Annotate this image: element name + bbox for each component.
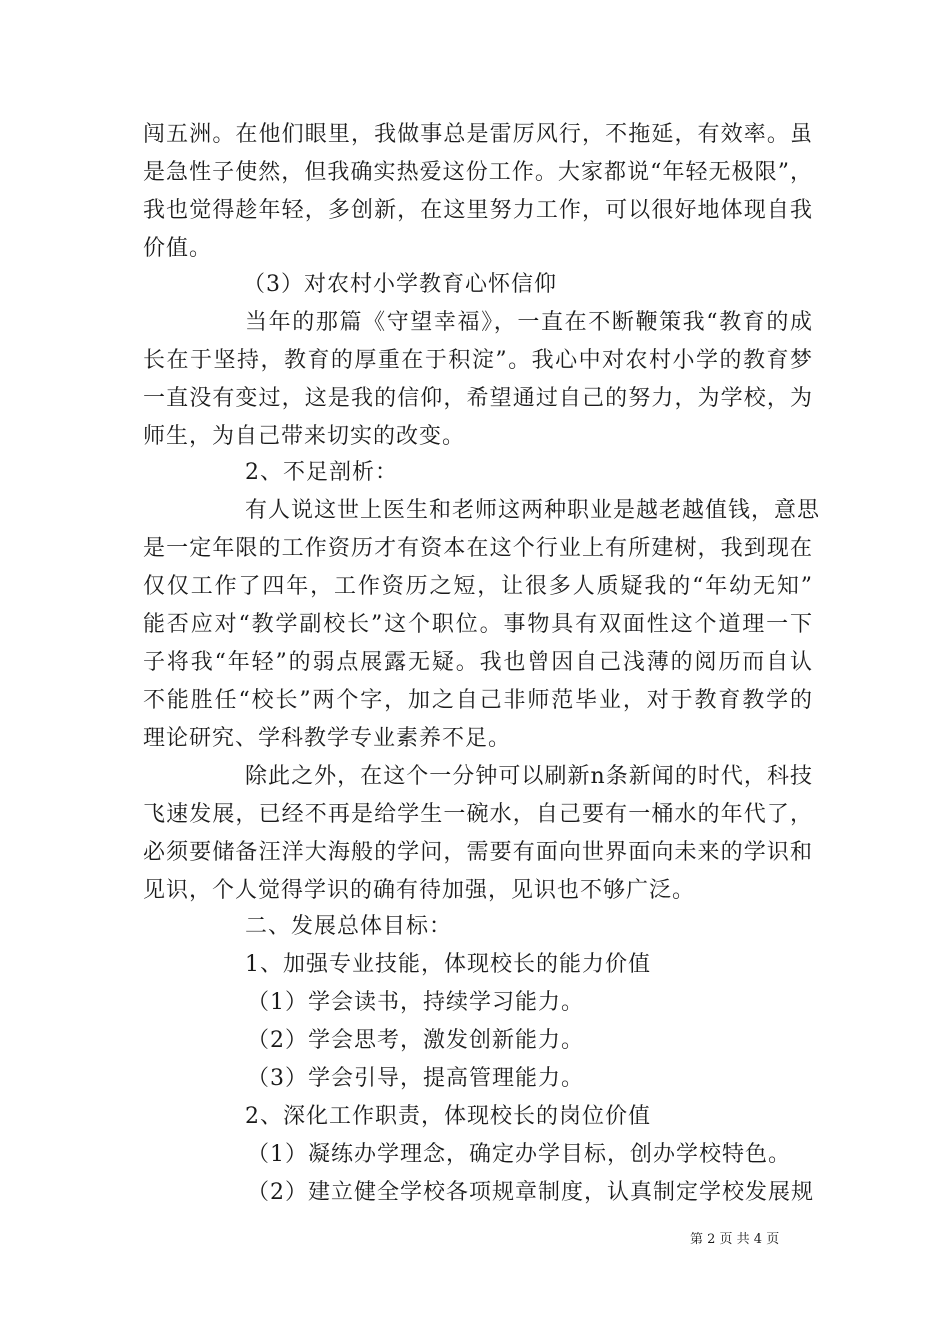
list-item: （1）凝练办学理念，确定办学目标，创办学校特色。 [247, 1142, 791, 1167]
body-line: 见识，个人觉得学识的确有待加强，见识也不够广泛。 [143, 878, 696, 903]
subheading: 2、不足剖析： [245, 460, 398, 485]
list-item: （2）建立健全学校各项规章制度，认真制定学校发展规 [247, 1180, 814, 1205]
body-line: 是急性子使然，但我确实热爱这份工作。大家都说“年轻无极限”， [143, 160, 813, 185]
section-heading: 二、发展总体目标： [245, 914, 453, 939]
body-line: 闯五洲。在他们眼里，我做事总是雷厉风行，不拖延，有效率。虽 [143, 122, 813, 147]
body-line: 仅仅工作了四年，工作资历之短，让很多人质疑我的“年幼无知” [143, 574, 813, 599]
subheading: （3）对农村小学教育心怀信仰 [243, 272, 557, 297]
body-line: 长在于坚持，教育的厚重在于积淀”。我心中对农村小学的教育梦 [143, 348, 813, 373]
paragraph-start-line: 当年的那篇《守望幸福》，一直在不断鞭策我“教育的成 [245, 310, 813, 335]
body-line: 子将我“年轻”的弱点展露无疑。我也曾因自己浅薄的阅历而自认 [143, 650, 813, 675]
body-line: 必须要储备汪洋大海般的学问，需要有面向世界面向未来的学识和 [143, 840, 813, 865]
paragraph-start-line: 除此之外，在这个一分钟可以刷新n条新闻的时代，科技 [245, 764, 813, 789]
body-line: 飞速发展，已经不再是给学生一碗水，自己要有一桶水的年代了， [143, 802, 813, 827]
list-item: （1）学会读书，持续学习能力。 [247, 990, 584, 1015]
body-line: 师生，为自己带来切实的改变。 [143, 424, 466, 449]
list-item: （3）学会引导，提高管理能力。 [247, 1066, 584, 1091]
page-number: 第 2 页 共 4 页 [690, 1232, 780, 1247]
body-line: 一直没有变过，这是我的信仰，希望通过自己的努力，为学校，为 [143, 386, 813, 411]
body-line: 能否应对“教学副校长”这个职位。事物具有双面性这个道理一下 [143, 612, 813, 637]
subheading: 2、深化工作职责，体现校长的岗位价值 [245, 1104, 651, 1129]
body-line: 是一定年限的工作资历才有资本在这个行业上有所建树，我到现在 [143, 536, 813, 561]
subheading: 1、加强专业技能，体现校长的能力价值 [245, 952, 651, 977]
list-item: （2）学会思考，激发创新能力。 [247, 1028, 584, 1053]
body-line: 不能胜任“校长”两个字，加之自己非师范毕业，对于教育教学的 [143, 688, 813, 713]
paragraph-start-line: 有人说这世上医生和老师这两种职业是越老越值钱，意思 [245, 498, 821, 523]
body-line: 理论研究、学科教学专业素养不足。 [143, 726, 512, 751]
body-line: 价值。 [143, 236, 213, 261]
body-line: 我也觉得趁年轻，多创新，在这里努力工作，可以很好地体现自我 [143, 198, 813, 223]
